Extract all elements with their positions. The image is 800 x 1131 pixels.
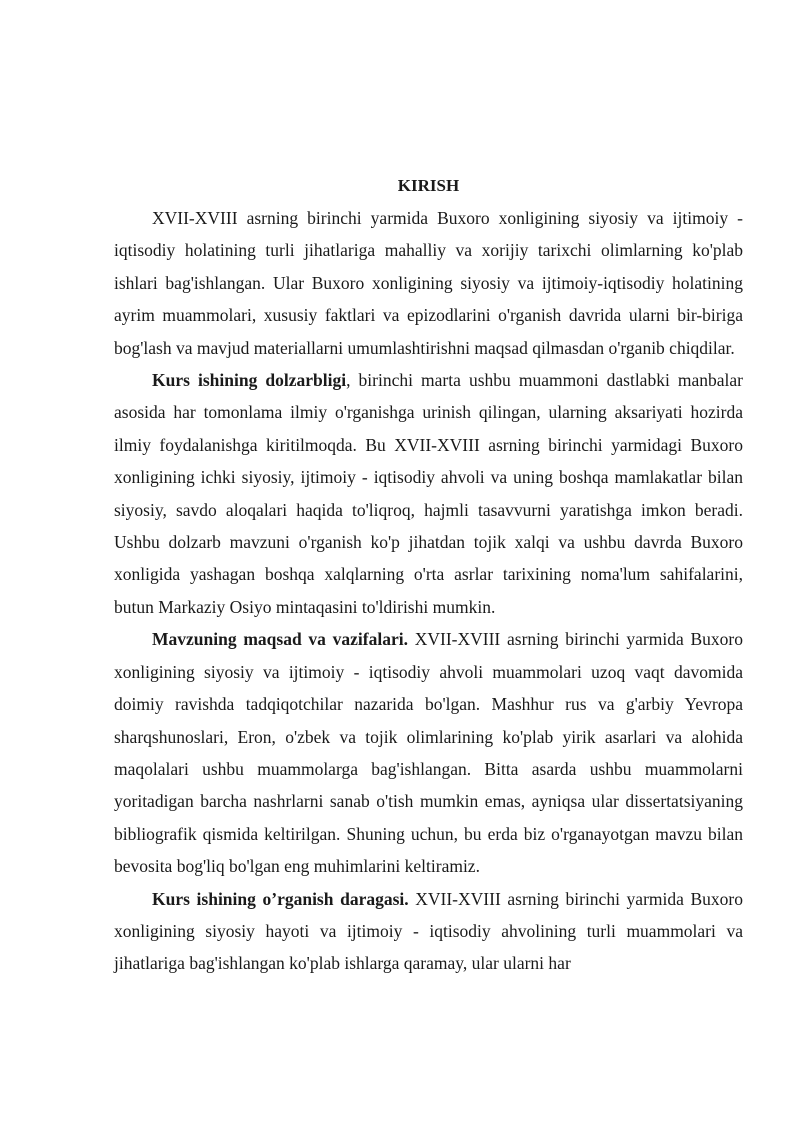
paragraph-heading: Mavzuning maqsad va vazifalari. <box>152 629 408 650</box>
intro-paragraph <box>114 202 743 364</box>
paragraph-text: , birinchi marta ushbu muammoni dastlabki manbalar asosida har tomonlama ilmiy o'rganishga urinish qilingan, ularning aksariyati hozirda ilmiy foydalanishga kiritilmoqda. Bu XVII-XVIII asrning birinchi yarmidagi Buxoro xonligining ichki siyosiy, ijtimoiy - iqtisodiy ahvoli va uning boshqa mamlakatlar bilan siyosiy, savdo aloqalari haqida to'liqroq, hajmli tasavvurni yaratishga imkon beradi. Ushbu dolzarb mavzuni o'rganish ko'p jihatdan tojik xalqi va ushbu davrda Buxoro xonligida yashagan boshqa xalqlarning o'rta asrlar tarixining noma'lum sahifalarini, butun Markaziy Osiyo mintaqasini to'ldirishi mumkin. <box>114 370 743 617</box>
document-page <box>114 172 743 980</box>
paragraph-heading: Kurs ishining dolzarbligi <box>152 370 347 391</box>
paragraph-text: XVII-XVIII asrning birinchi yarmida Buxoro xonligining siyosiy hayoti va ijtimoiy - iqtisodiy ahvolining turli muammolari va jihatlariga bag'ishlangan ko'plab ishlarga qaramay, ular ularni har <box>114 888 743 974</box>
goals-paragraph <box>114 623 743 882</box>
section-title: KIRISH <box>397 176 460 195</box>
paragraph-text: XVII-XVIII asrning birinchi yarmida Buxoro xonligining siyosiy va ijtimoiy - iqtisodiy ahvoli muammolari uzoq vaqt davomida doimiy ravishda tadqiqotchilar nazarida bo'lgan. Mashhur rus va g'arbiy Yevropa sharqshunoslari, Eron, o'zbek va tojik olimlarining ko'plab yirik asarlari va alohida maqolalari ushbu muammolarga bag'ishlangan. Bitta asarda ushbu muammolarni yoritadigan barcha nashrlarni sanab o'tish mumkin emas, ayniqsa ular dissertatsiyaning bibliografik qismida keltirilgan. Shuning uchun, bu erda biz o'rganayotgan mavzu bilan bevosita bog'liq bo'lgan eng muhimlarini keltiramiz. <box>114 629 743 877</box>
paragraph-text: XVII-XVIII asrning birinchi yarmida Buxoro xonligining siyosiy va ijtimoiy - iqtisodiy holatining turli jihatlariga mahalliy va xorijiy tarixchi olimlarning ko'plab ishlari bag'ishlangan. Ular Buxoro xonligining siyosiy va ijtimoiy-iqtisodiy holatining ayrim muammolari, xususiy faktlari va epizodlarini o'rganish davrida ularni bir-biriga bog'lash va mavjud materiallarni umumlashtirishni maqsad qilmasdan o'rganib chiqdilar. <box>114 208 743 358</box>
study-degree-paragraph <box>114 883 743 980</box>
relevance-paragraph <box>114 364 743 623</box>
paragraph-heading: Kurs ishining o’rganish daragasi. <box>152 888 409 909</box>
